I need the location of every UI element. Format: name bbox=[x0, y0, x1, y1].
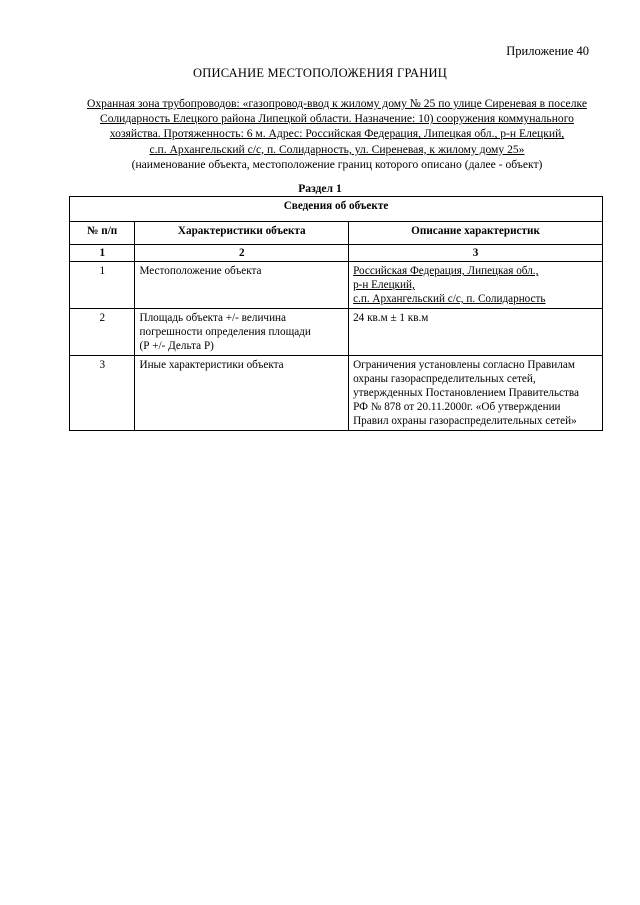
description-line: р-н Елецкий, bbox=[353, 279, 415, 291]
description-line: Российская Федерация, Липецкая обл., bbox=[353, 265, 539, 277]
column-number-3: 3 bbox=[349, 245, 603, 262]
column-number-2: 2 bbox=[135, 245, 349, 262]
characteristic-line: (Р +/- Дельта Р) bbox=[139, 340, 214, 352]
characteristic-line: погрешности определения площади bbox=[139, 326, 311, 338]
row-characteristic: Местоположение объекта bbox=[135, 262, 349, 309]
description-line: Правил охраны газораспределительных сетей» bbox=[353, 415, 577, 427]
row-description bbox=[349, 356, 603, 431]
row-characteristic: Иные характеристики объекта bbox=[135, 356, 349, 431]
header-characteristic: Характеристики объекта bbox=[135, 222, 349, 245]
table-row bbox=[70, 262, 603, 309]
object-description-line: Солидарность Елецкого района Липецкой области. Назначение: 10) сооружения коммунального bbox=[100, 112, 574, 126]
table-row bbox=[70, 356, 603, 431]
row-characteristic bbox=[135, 309, 349, 356]
row-description: 24 кв.м ± 1 кв.м bbox=[349, 309, 603, 356]
row-number: 3 bbox=[70, 356, 135, 431]
row-description bbox=[349, 262, 603, 309]
object-info-table bbox=[69, 196, 603, 431]
description-line: утвержденных Постановлением Правительства bbox=[353, 387, 579, 399]
object-description-line: хозяйства. Протяженность: 6 м. Адрес: Российская Федерация, Липецкая обл., р-н Елецкий, bbox=[109, 127, 565, 141]
characteristic-line: Площадь объекта +/- величина bbox=[139, 312, 287, 324]
section-title: Раздел 1 bbox=[298, 182, 342, 195]
appendix-label: Приложение 40 bbox=[506, 44, 589, 58]
header-number: № п/п bbox=[70, 222, 135, 245]
object-description bbox=[70, 96, 604, 172]
table-row bbox=[70, 309, 603, 356]
object-note: (наименование объекта, местоположение границ которого описано (далее - объект) bbox=[131, 157, 543, 171]
description-line: РФ № 878 от 20.11.2000г. «Об утверждении bbox=[353, 401, 561, 413]
object-description-line: с.п. Архангельский с/с, п. Солидарность, ул. Сиреневая, к жилому дому 25» bbox=[149, 142, 525, 156]
table-caption: Сведения об объекте bbox=[70, 197, 603, 222]
row-number: 1 bbox=[70, 262, 135, 309]
header-description: Описание характеристик bbox=[349, 222, 603, 245]
description-line: Ограничения установлены согласно Правилам bbox=[353, 359, 575, 371]
description-line: с.п. Архангельский с/с, п. Солидарность bbox=[353, 293, 546, 305]
row-number: 2 bbox=[70, 309, 135, 356]
object-description-line: Охранная зона трубопроводов: «газопровод-ввод к жилому дому № 25 по улице Сиреневая в поселке bbox=[87, 97, 587, 110]
column-number-1: 1 bbox=[70, 245, 135, 262]
document-title: ОПИСАНИЕ МЕСТОПОЛОЖЕНИЯ ГРАНИЦ bbox=[193, 66, 447, 80]
description-line: охраны газораспределительных сетей, bbox=[353, 373, 536, 385]
